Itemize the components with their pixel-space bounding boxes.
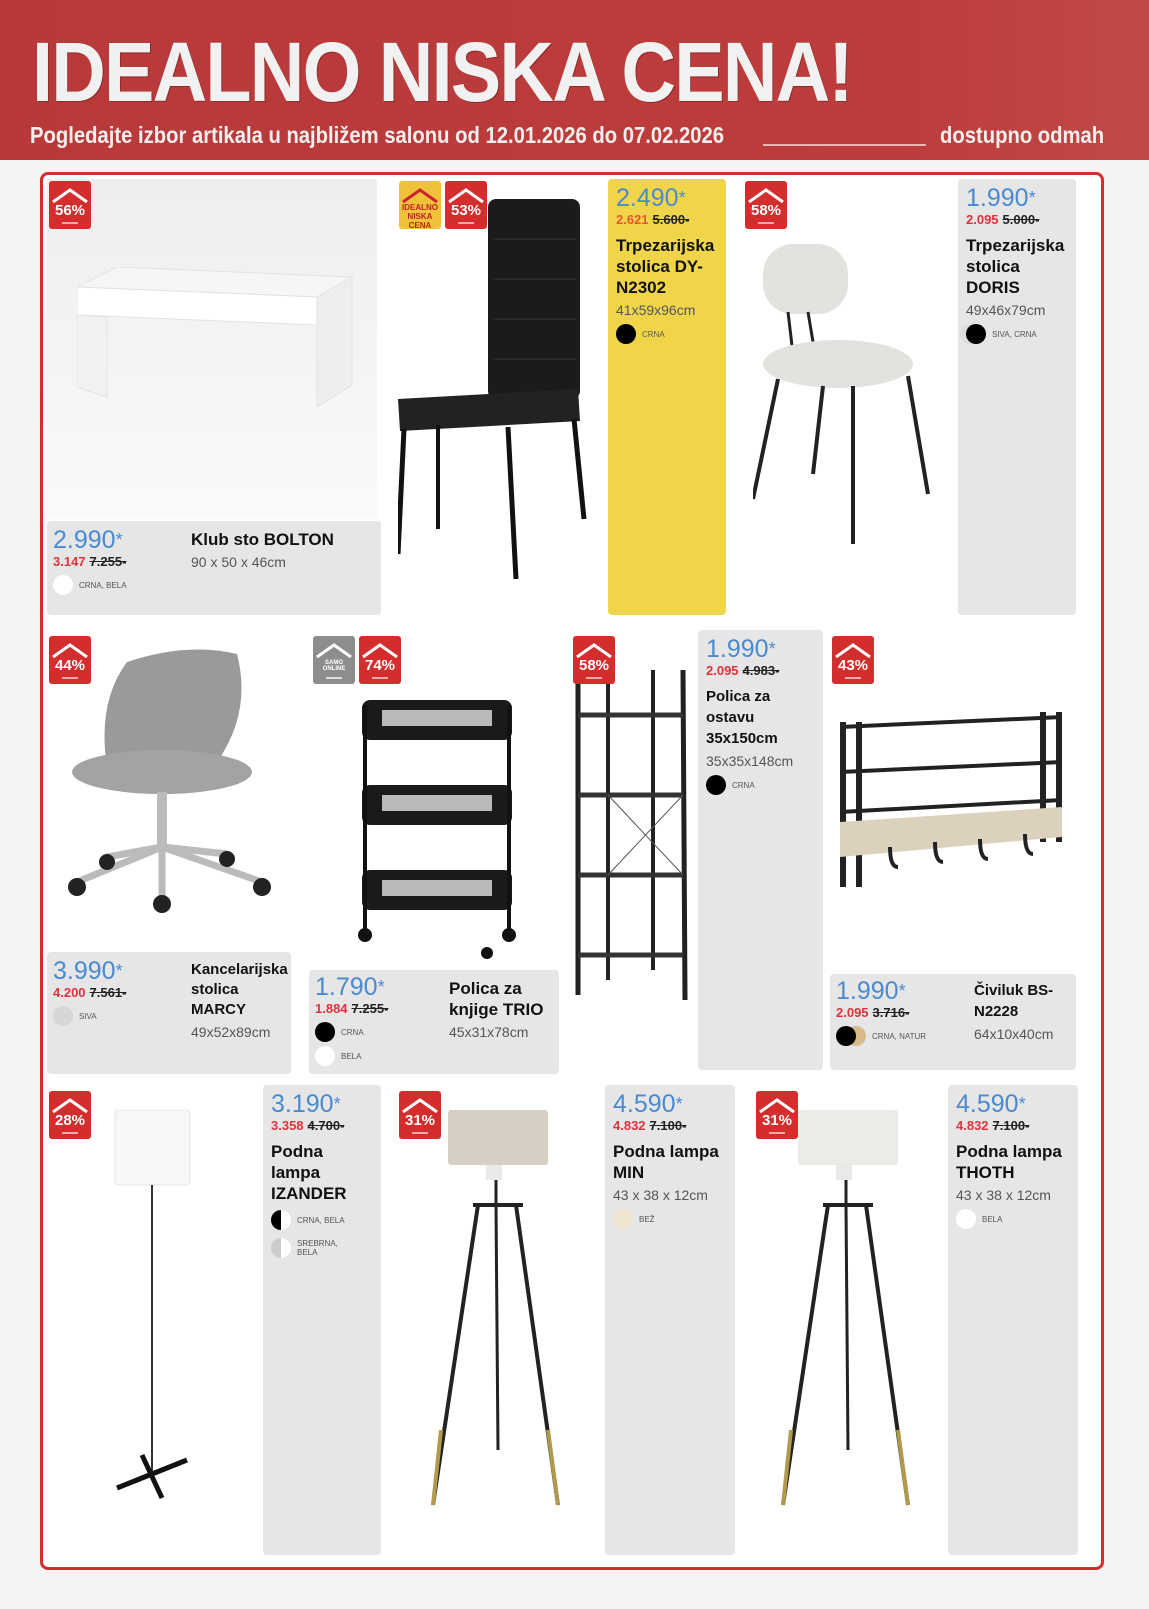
product-image-izander <box>47 1085 262 1563</box>
color-swatch-black-white[interactable] <box>271 1210 291 1230</box>
member-price: 1.884 <box>315 1001 348 1016</box>
product-card-ostava[interactable] <box>568 630 828 1080</box>
izander-lamp-illustration <box>112 1110 192 1500</box>
color-swatch-black-natur[interactable] <box>836 1026 856 1046</box>
discount-badge: 56% <box>49 181 91 229</box>
price-panel: 2.990* 3.147 7.255- CRNA, BELA Klub sto BOLTON 90 x 50 x 46cm <box>47 521 381 615</box>
shelf-illustration <box>573 670 693 1000</box>
thoth-lamp-illustration <box>778 1110 928 1510</box>
product-card-dy-n2302[interactable] <box>388 175 733 623</box>
page-title: IDEALNO NISKA CENA! <box>32 25 852 119</box>
regular-price: 5.000- <box>1002 212 1040 227</box>
color-swatch-gray[interactable] <box>53 1006 73 1026</box>
header-divider <box>763 144 926 146</box>
color-swatch-black[interactable] <box>315 1022 335 1042</box>
member-price: 2.095 <box>706 663 739 678</box>
product-name: Podna lampa IZANDER <box>271 1142 347 1203</box>
color-swatch-gray-black[interactable] <box>966 324 986 344</box>
doris-chair-illustration <box>753 244 953 554</box>
product-name: Trpezarijska stolica DORIS <box>966 236 1065 297</box>
price-panel: 1.990* 2.095 3.716- CRNA, NATUR Čiviluk BS-N2228 64x10x40cm <box>830 974 1076 1070</box>
regular-price: 3.716- <box>872 1005 910 1020</box>
price-panel: 1.990* 2.095 4.983- Polica za ostavu 35x150cm 35x35x148cm CRNA <box>698 630 823 1070</box>
product-name: Podna lampa THOTH <box>956 1142 1062 1182</box>
product-dimensions: 64x10x40cm <box>974 1026 1054 1042</box>
sale-price: 1.990* <box>966 184 1036 212</box>
price-panel: 4.590* 4.832 7.100- Podna lampa THOTH 43 x 38 x 12cm BELA <box>948 1085 1078 1555</box>
product-image-min <box>393 1085 603 1563</box>
product-name: Polica za knjige TRIO <box>449 979 544 1019</box>
regular-price: 7.100- <box>649 1118 687 1133</box>
sale-price: 3.990* <box>53 957 123 985</box>
office-chair-illustration <box>67 642 277 932</box>
product-name: Klub sto BOLTON <box>191 530 334 549</box>
sale-price: 1.990* <box>706 635 776 663</box>
header-banner <box>0 0 1149 160</box>
product-name: Trpezarijska stolica DY-N2302 <box>616 236 715 297</box>
color-swatch-beige[interactable] <box>613 1209 633 1229</box>
product-dimensions: 41x59x96cm <box>616 302 696 318</box>
member-price: 3.147 <box>53 554 86 569</box>
promo-dates: Pogledajte izbor artikala u najbližem salonu od 12.01.2026 do 07.02.2026 <box>30 122 725 148</box>
discount-badge: 31% <box>756 1091 798 1139</box>
color-swatch-black[interactable] <box>616 324 636 344</box>
sale-price: 1.790* <box>315 973 385 1001</box>
product-card-marcy[interactable] <box>43 630 298 1080</box>
regular-price: 7.255- <box>351 1001 389 1016</box>
product-name: Podna lampa MIN <box>613 1142 719 1182</box>
regular-price: 7.255- <box>89 554 127 569</box>
member-price: 4.200 <box>53 985 86 1000</box>
price-panel: 1.990* 2.095 5.000- Trpezarijska stolica DORIS 49x46x79cm SIVA, CRNA <box>958 179 1076 615</box>
product-image-ostava <box>568 630 698 1075</box>
member-price: 4.832 <box>956 1118 989 1133</box>
member-price: 2.095 <box>966 212 999 227</box>
product-dimensions: 35x35x148cm <box>706 753 794 769</box>
regular-price: 4.700- <box>307 1118 345 1133</box>
availability-label: dostupno odmah <box>940 122 1105 148</box>
discount-badge: 74% <box>359 636 401 684</box>
sale-price: 2.990* <box>53 526 123 554</box>
discount-badge: 53% <box>445 181 487 229</box>
ideal-price-badge: IDEALNO NISKA CENA <box>399 181 441 229</box>
product-dimensions: 49x46x79cm <box>966 302 1046 318</box>
product-dimensions: 49x52x89cm <box>191 1024 271 1040</box>
product-dimensions: 43 x 38 x 12cm <box>956 1187 1051 1203</box>
product-dimensions: 45x31x78cm <box>449 1024 529 1040</box>
table-illustration <box>77 267 357 407</box>
member-price: 2.095 <box>836 1005 869 1020</box>
product-card-trio[interactable] <box>305 630 567 1080</box>
discount-badge: 31% <box>399 1091 441 1139</box>
product-name: Polica za ostavu 35x150cm <box>706 688 778 747</box>
sale-price: 3.190* <box>271 1090 341 1118</box>
member-price: 2.621 <box>616 212 649 227</box>
price-panel: 3.190* 3.358 4.700- Podna lampa IZANDER CRNA, BELA SREBRNA, BELA <box>263 1085 381 1555</box>
sale-price: 4.590* <box>956 1090 1026 1118</box>
online-only-badge: SAMO ONLINE <box>313 636 355 684</box>
sale-price: 2.490* <box>616 184 686 212</box>
color-swatch-white[interactable] <box>956 1209 976 1229</box>
black-chair-illustration <box>398 199 598 584</box>
product-name: Kancelarijska stolica MARCY <box>191 961 288 1018</box>
product-card-min[interactable] <box>393 1085 743 1565</box>
color-swatch-white[interactable] <box>53 575 73 595</box>
product-dimensions: 90 x 50 x 46cm <box>191 554 286 570</box>
sale-price: 1.990* <box>836 977 906 1005</box>
color-swatch-black[interactable] <box>706 775 726 795</box>
price-panel: 3.990* 4.200 7.561- SIVA Kancelarijska stolica MARCY 49x52x89cm <box>47 952 291 1074</box>
member-price: 4.832 <box>613 1118 646 1133</box>
price-panel: 4.590* 4.832 7.100- Podna lampa MIN 43 x 38 x 12cm BEŽ <box>605 1085 735 1555</box>
regular-price: 5.600- <box>652 212 690 227</box>
price-panel: 1.790* 1.884 7.255- CRNA BELA Polica za knjige TRIO 45x31x78cm <box>309 970 559 1074</box>
product-image-thoth <box>748 1085 948 1563</box>
member-price: 3.358 <box>271 1118 304 1133</box>
coat-rack-illustration <box>840 712 1065 892</box>
product-card-bs-n2228[interactable] <box>828 630 1103 1080</box>
regular-price: 7.100- <box>992 1118 1030 1133</box>
discount-badge: 58% <box>573 636 615 684</box>
regular-price: 7.561- <box>89 985 127 1000</box>
product-card-doris[interactable] <box>738 175 1103 623</box>
product-image-doris <box>738 179 958 619</box>
min-lamp-illustration <box>428 1110 578 1510</box>
color-swatch-white[interactable] <box>315 1046 335 1066</box>
product-card-bolton[interactable] <box>43 175 383 623</box>
regular-price: 4.983- <box>742 663 780 678</box>
discount-badge: 44% <box>49 636 91 684</box>
sale-price: 4.590* <box>613 1090 683 1118</box>
color-swatch-silver-white[interactable] <box>271 1238 291 1258</box>
product-image-bolton <box>47 179 377 519</box>
product-name: Čiviluk BS-N2228 <box>974 982 1054 1020</box>
product-card-izander[interactable] <box>43 1085 388 1565</box>
catalog-frame <box>40 172 1104 1570</box>
product-card-thoth[interactable] <box>748 1085 1103 1565</box>
product-image-dy-n2302 <box>388 179 608 619</box>
discount-badge: 28% <box>49 1091 91 1139</box>
product-dimensions: 43 x 38 x 12cm <box>613 1187 708 1203</box>
discount-badge: 43% <box>832 636 874 684</box>
discount-badge: 58% <box>745 181 787 229</box>
cart-illustration <box>357 695 522 960</box>
price-panel: 2.490* 2.621 5.600- Trpezarijska stolica DY-N2302 41x59x96cm CRNA <box>608 179 726 615</box>
